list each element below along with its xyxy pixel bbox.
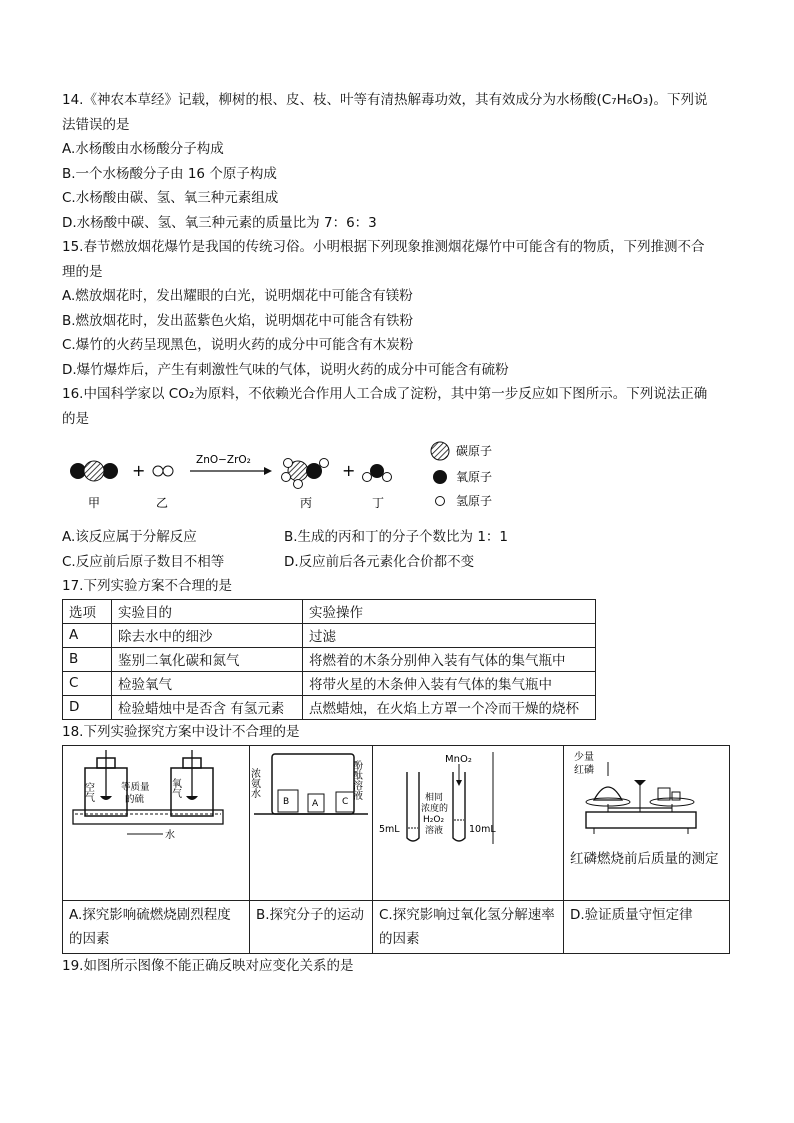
q15-stem-line2: 理的是 [62, 263, 103, 280]
header-option: 选项 [63, 599, 112, 623]
q19-stem: 19.如图所示图像不能正确反映对应变化关系的是 [62, 958, 354, 974]
q14-option-d: D.水杨酸中碳、氢、氧三种元素的质量比为 7：6：3 [62, 214, 377, 231]
q18-stem: 18.下列实验探究方案中设计不合理的是 [62, 723, 300, 740]
reaction-diagram [62, 439, 734, 521]
label-yi: 乙 [156, 496, 169, 510]
figure-b-cell [250, 746, 373, 901]
q14-stem-line2: 法错误的是 [62, 116, 130, 133]
figure-d-note: 红磷燃烧前后质量的测定 [570, 851, 719, 867]
q17-table [62, 599, 596, 720]
table-header-row [63, 599, 596, 623]
label-ammonia: 浓氨水 [248, 768, 260, 798]
molecule-yi [153, 466, 173, 476]
label-mno2: MnO₂ [445, 754, 472, 765]
q15-stem-line1: 15.春节燃放烟花爆竹是我国的传统习俗。小明根据下列现象推测烟花爆竹中可能含有的物质，下列推测不合 [62, 239, 705, 255]
q18-table [62, 745, 730, 954]
figure-a-caption-cell [63, 901, 250, 954]
molecule-ding [363, 464, 392, 482]
q14-stem-line1: 14.《神农本草经》记载，柳树的根、皮、枝、叶等有清热解毒功效，其有效成分为水杨酸(C₇H₆O₃)。下列说 [62, 92, 708, 108]
figure-d-balance [564, 746, 729, 846]
legend-hydrogen: 氢原子 [456, 494, 493, 508]
header-operation: 实验操作 [303, 599, 596, 623]
label-5ml: 5mL [379, 824, 400, 835]
q16-options-row2 [62, 550, 734, 575]
figure-d-caption-cell [564, 901, 730, 954]
cell-goal: 检验蜡烛中是否含 有氢元素 [112, 695, 303, 719]
q15-option-d: D.爆竹爆炸后，产生有刺激性气味的气体，说明火药的成分中可能含有硫粉 [62, 361, 509, 378]
molecule-jia [70, 461, 118, 481]
legend-carbon: 碳原子 [456, 444, 493, 458]
q16-option-a: A.该反应属于分解反应 [62, 529, 197, 545]
q14-option-b: B.一个水杨酸分子由 16 个原子构成 [62, 165, 277, 182]
cell-operation: 过滤 [303, 623, 596, 647]
q15-option-c: C.爆竹的火药呈现黑色，说明火药的成分中可能含有木炭粉 [62, 337, 414, 353]
cell-option: D [63, 695, 112, 719]
label-jia: 甲 [88, 496, 101, 510]
table-row [63, 623, 596, 647]
cell-goal: 除去水中的细沙 [112, 623, 303, 647]
figure-a-cell [63, 746, 250, 901]
cell-option: B [63, 647, 112, 671]
cell-goal: 检验氧气 [112, 671, 303, 695]
reaction-svg [62, 439, 502, 521]
header-goal: 实验目的 [112, 599, 303, 623]
label-red-phosphorus: 红磷 [574, 765, 594, 776]
q16-stem-line2: 的是 [62, 410, 89, 427]
legend [431, 442, 492, 508]
label-same: 相同 [425, 793, 444, 803]
label-beaker-b: B [283, 797, 290, 807]
cell-option: C [63, 671, 112, 695]
label-air: 空气 [82, 782, 94, 802]
label-oxygen: 氧气 [169, 778, 181, 798]
cell-option: A [63, 623, 112, 647]
cell-operation: 将燃着的木条分别伸入装有气体的集气瓶中 [303, 647, 596, 671]
label-small-amount: 少量 [574, 752, 594, 763]
q16-option-c: C.反应前后原子数目不相等 [62, 553, 225, 570]
table-row [63, 671, 596, 695]
figure-b-caption-cell [250, 901, 373, 954]
figure-c-caption-cell [373, 901, 564, 954]
figure-a-sulfur-bottles [63, 746, 249, 846]
cell-operation: 点燃蜡烛，在火焰上方罩一个冷而干燥的烧杯 [303, 695, 596, 719]
label-bing: 丙 [300, 496, 313, 510]
q17-stem: 17.下列实验方案不合理的是 [62, 578, 232, 594]
table-row [63, 695, 596, 719]
plus-1: + [132, 461, 146, 480]
label-equal-mass: 等质量 [121, 782, 150, 793]
q15-option-b: B.燃放烟花时，发出蓝紫色火焰，说明烟花中可能含有铁粉 [62, 312, 414, 329]
q18-figure-row [63, 746, 730, 901]
cell-operation: 将带火星的木条伸入装有气体的集气瓶中 [303, 671, 596, 695]
q18-caption-row [63, 901, 730, 954]
q14-option-c: C.水杨酸由碳、氢、氧三种元素组成 [62, 190, 279, 206]
label-ding: 丁 [372, 496, 385, 510]
figure-c-test-tubes [373, 746, 563, 846]
figure-d-caption: D.验证质量守恒定律 [570, 907, 693, 923]
q16-options-row1 [62, 525, 734, 550]
figure-d-cell [564, 746, 730, 901]
label-beaker-c: C [342, 797, 349, 807]
label-10ml: 10mL [469, 824, 496, 835]
q16-option-b: B.生成的丙和丁的分子个数比为 1：1 [284, 529, 509, 545]
figure-c-cell [373, 746, 564, 901]
q16-stem-line1: 16.中国科学家以 CO₂为原料，不依赖光合作用人工合成了淀粉，其中第一步反应如下图所示。下列说法正确 [62, 386, 708, 402]
q16-option-d: D.反应前后各元素化合价都不变 [284, 553, 475, 570]
label-h2o2: H₂O₂ [423, 815, 445, 825]
table-row [63, 647, 596, 671]
molecule-bing [282, 459, 329, 489]
figure-b-ammonia-beakers [250, 746, 372, 826]
figure-a-caption: A.探究影响硫燃烧剧烈程度的因素 [69, 907, 231, 947]
label-phenolphthalein: 酚酞溶液 [350, 760, 362, 800]
label-water: 水 [165, 830, 175, 841]
legend-oxygen: 氧原子 [456, 470, 493, 484]
figure-c-caption: C.探究影响过氧化氢分解速率的因素 [379, 907, 555, 947]
plus-2: + [342, 461, 356, 480]
label-solution: 溶液 [425, 826, 444, 836]
label-beaker-a: A [312, 799, 319, 809]
q15-option-a: A.燃放烟花时，发出耀眼的白光，说明烟花中可能含有镁粉 [62, 288, 413, 304]
label-sulfur: 的硫 [125, 794, 145, 805]
exam-page [62, 88, 734, 979]
catalyst-label: ZnO−ZrO₂ [196, 454, 251, 466]
label-concentration: 浓度的 [421, 804, 449, 814]
figure-b-caption: B.探究分子的运动 [256, 907, 365, 923]
q14-option-a: A.水杨酸由水杨酸分子构成 [62, 141, 224, 157]
cell-goal: 鉴别二氧化碳和氮气 [112, 647, 303, 671]
